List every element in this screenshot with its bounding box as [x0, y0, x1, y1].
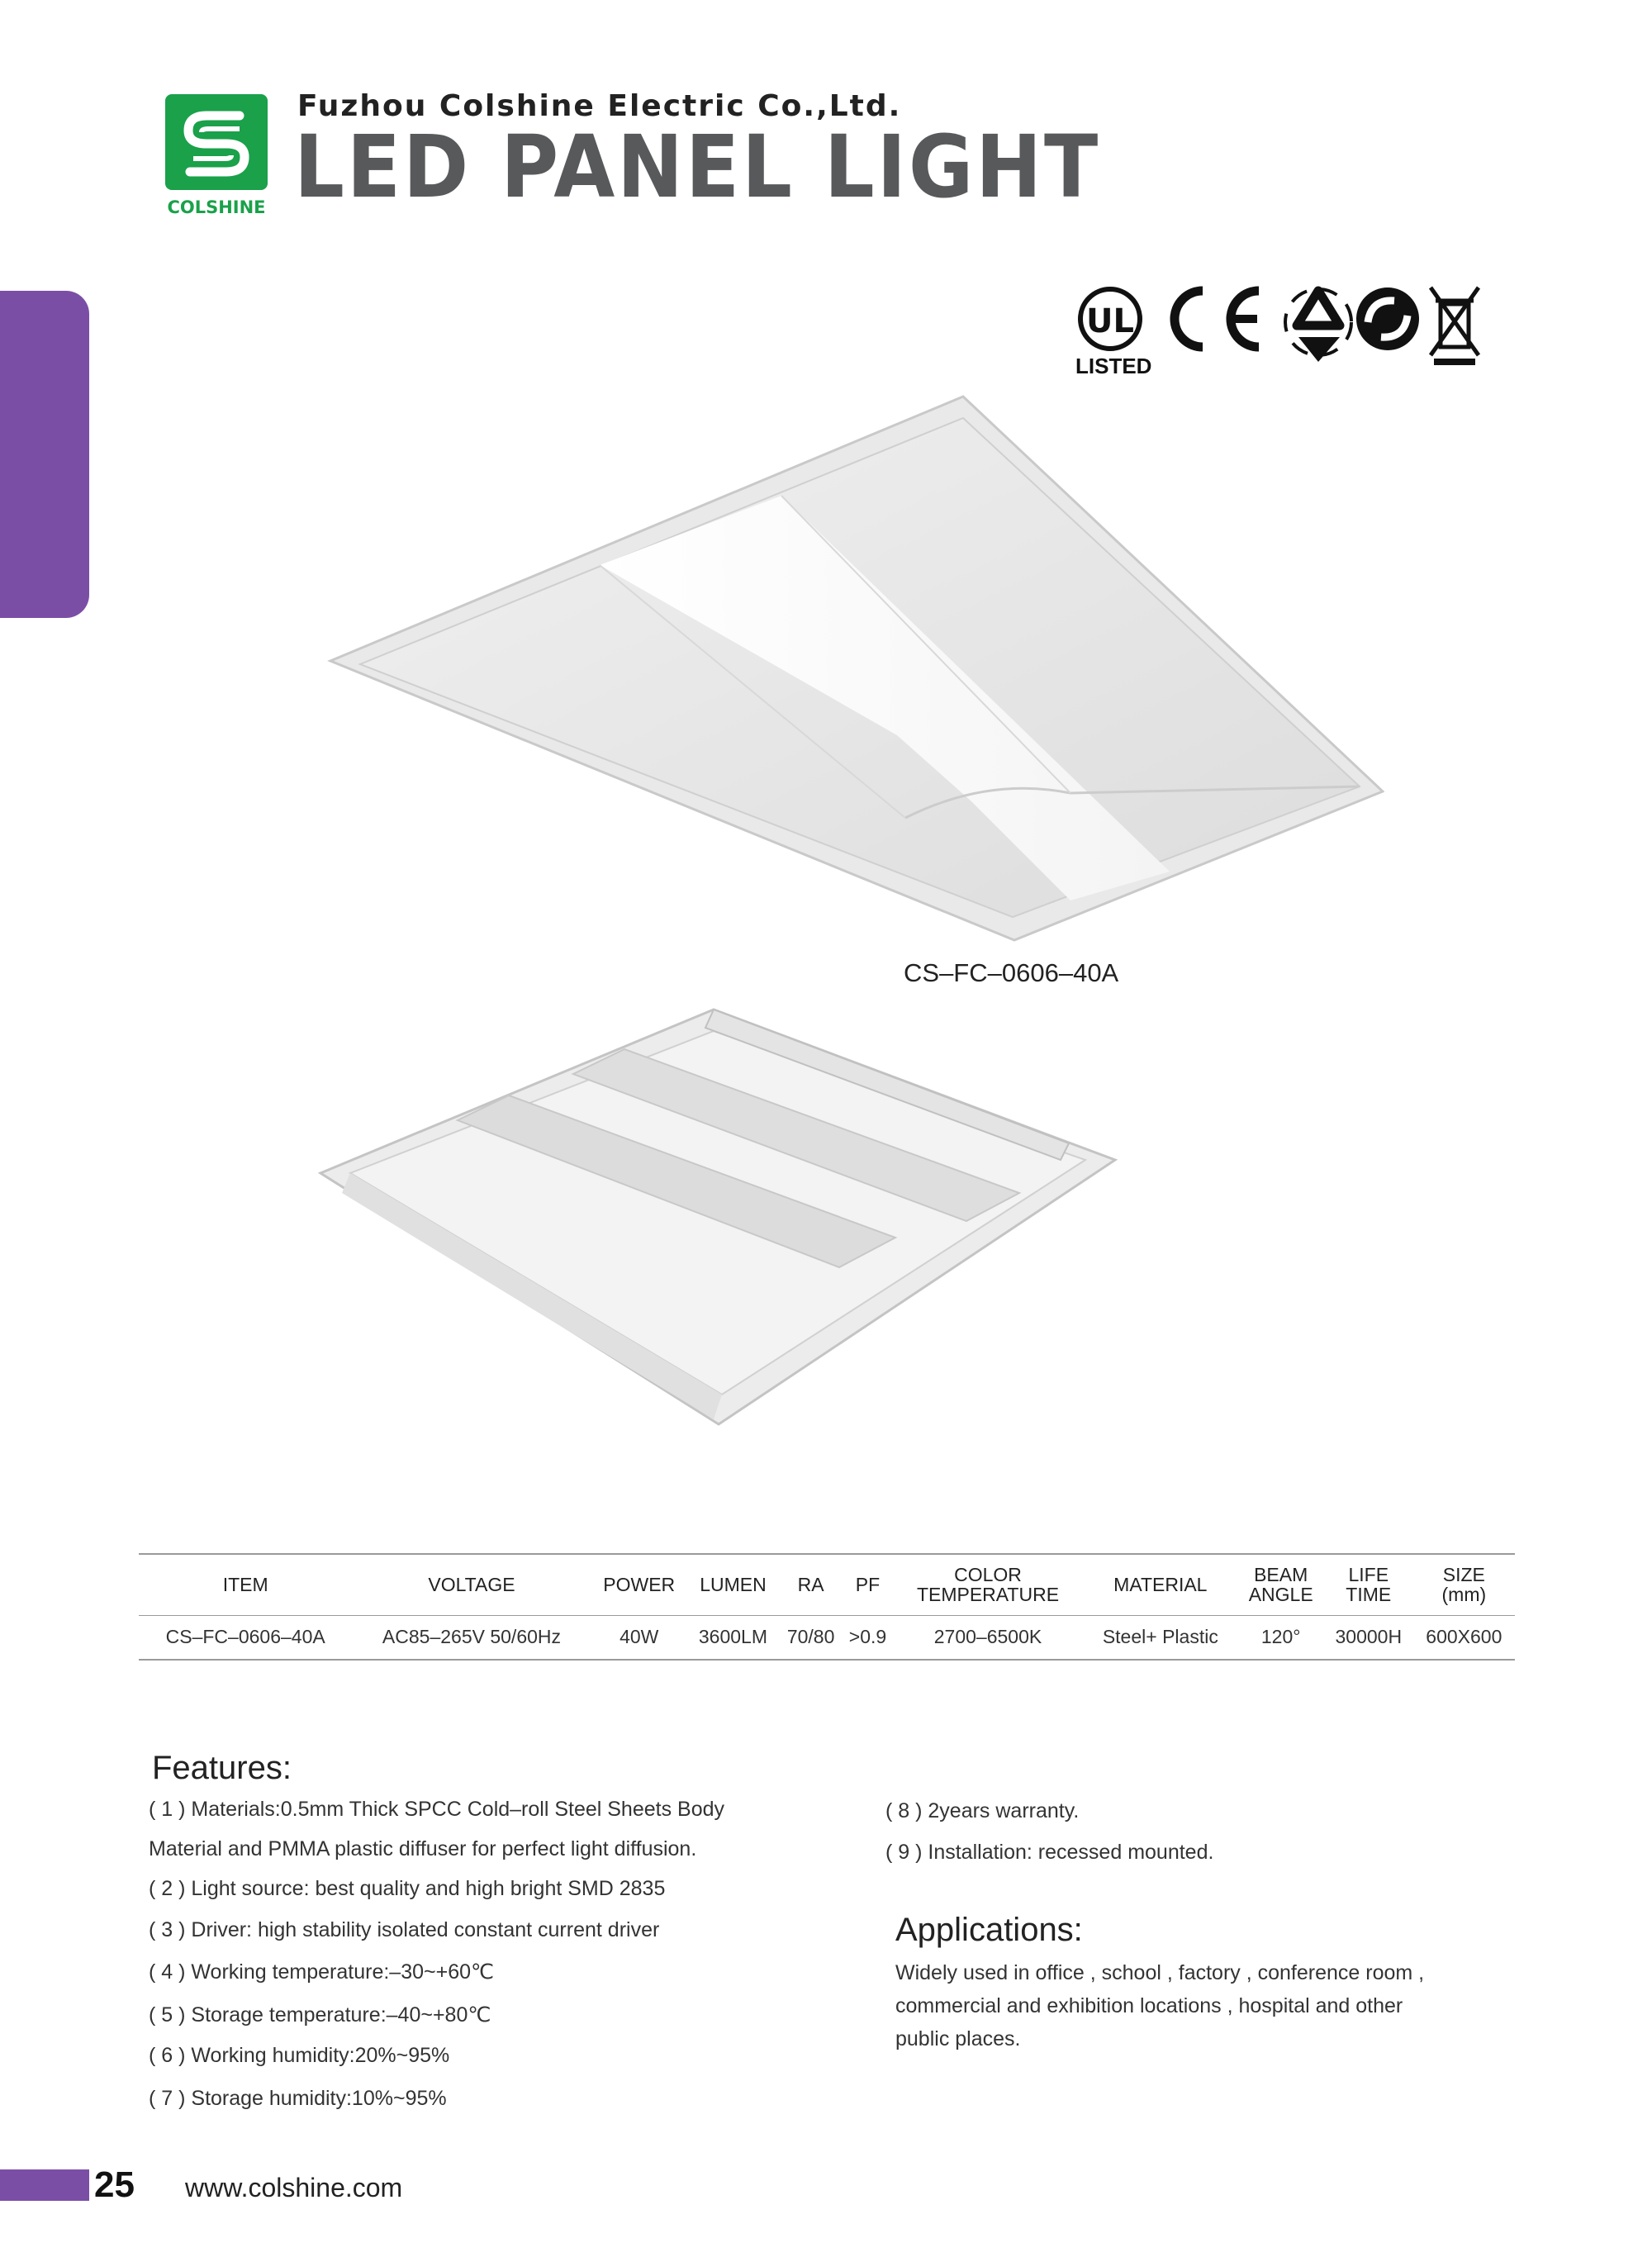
applications-line: public places. — [895, 2027, 1021, 2050]
header-pf: PF — [843, 1554, 893, 1615]
feature-line: ( 8 ) 2years warranty. — [885, 1799, 1080, 1822]
recycle-icon — [1285, 289, 1351, 362]
cell-material: Steel+ Plastic — [1083, 1615, 1237, 1660]
applications-heading: Applications: — [895, 1912, 1083, 1948]
colshine-logo — [164, 93, 269, 218]
footer-accent-bar — [0, 2169, 89, 2201]
cell-ra: 70/80 — [779, 1615, 843, 1660]
cell-beam-angle: 120° — [1238, 1615, 1324, 1660]
header-beam-angle: BEAM ANGLE — [1238, 1554, 1324, 1615]
side-tab — [0, 291, 89, 618]
applications-line: commercial and exhibition locations , hospital and other — [895, 1994, 1403, 2017]
cell-pf: >0.9 — [843, 1615, 893, 1660]
ul-listed-label: LISTED — [1075, 354, 1152, 378]
svg-text:UL: UL — [1086, 302, 1134, 340]
header-material: MATERIAL — [1083, 1554, 1237, 1615]
cell-lumen: 3600LM — [687, 1615, 779, 1660]
spec-table — [139, 1553, 1515, 1661]
feature-line: ( 7 ) Storage humidity:10%~95% — [149, 2087, 447, 2110]
applications-line: Widely used in office , school , factory , conference room , — [895, 1961, 1425, 1984]
logo-wordmark: COLSHINE — [167, 197, 266, 217]
feature-line: ( 9 ) Installation: recessed mounted. — [885, 1841, 1214, 1864]
ul-listed-icon — [1080, 289, 1140, 349]
header-item: ITEM — [139, 1554, 352, 1615]
weee-bin-icon — [1431, 287, 1479, 365]
table-row — [139, 1615, 1515, 1660]
feature-line: ( 6 ) Working humidity:20%~95% — [149, 2044, 450, 2067]
feature-line: Material and PMMA plastic diffuser for perfect light diffusion. — [149, 1837, 697, 1860]
header-ra: RA — [779, 1554, 843, 1615]
header-life-time: LIFE TIME — [1324, 1554, 1413, 1615]
ce-mark-icon — [1175, 291, 1259, 347]
header-lumen: LUMEN — [687, 1554, 779, 1615]
header-power: POWER — [591, 1554, 687, 1615]
page-title: LED PANEL LIGHT — [294, 116, 1101, 217]
feature-line: ( 1 ) Materials:0.5mm Thick SPCC Cold–roll Steel Sheets Body — [149, 1798, 725, 1821]
cell-size: 600X600 — [1413, 1615, 1515, 1660]
features-heading: Features: — [152, 1750, 292, 1786]
cell-color-temperature: 2700–6500K — [893, 1615, 1083, 1660]
feature-line: ( 2 ) Light source: best quality and high bright SMD 2835 — [149, 1877, 666, 1900]
panel-light-back-image — [317, 998, 1118, 1428]
cell-power: 40W — [591, 1615, 687, 1660]
website-link[interactable]: www.colshine.com — [185, 2173, 403, 2202]
model-label: CS–FC–0606–40A — [904, 958, 1119, 987]
spec-table-header — [139, 1554, 1515, 1615]
cell-item: CS–FC–0606–40A — [139, 1615, 352, 1660]
feature-line: ( 5 ) Storage temperature:–40~+80℃ — [149, 2003, 491, 2027]
company-name: Fuzhou Colshine Electric Co.,Ltd. — [297, 89, 902, 123]
green-dot-icon — [1356, 287, 1419, 350]
header-color-temperature: COLOR TEMPERATURE — [893, 1554, 1083, 1615]
cell-voltage: AC85–265V 50/60Hz — [352, 1615, 591, 1660]
panel-light-front-image — [327, 388, 1384, 942]
header-voltage: VOLTAGE — [352, 1554, 591, 1615]
cell-life-time: 30000H — [1324, 1615, 1413, 1660]
page-number: 25 — [94, 2164, 135, 2205]
feature-line: ( 4 ) Working temperature:–30~+60℃ — [149, 1960, 495, 1984]
feature-line: ( 3 ) Driver: high stability isolated constant current driver — [149, 1918, 660, 1941]
header-size: SIZE (mm) — [1413, 1554, 1515, 1615]
